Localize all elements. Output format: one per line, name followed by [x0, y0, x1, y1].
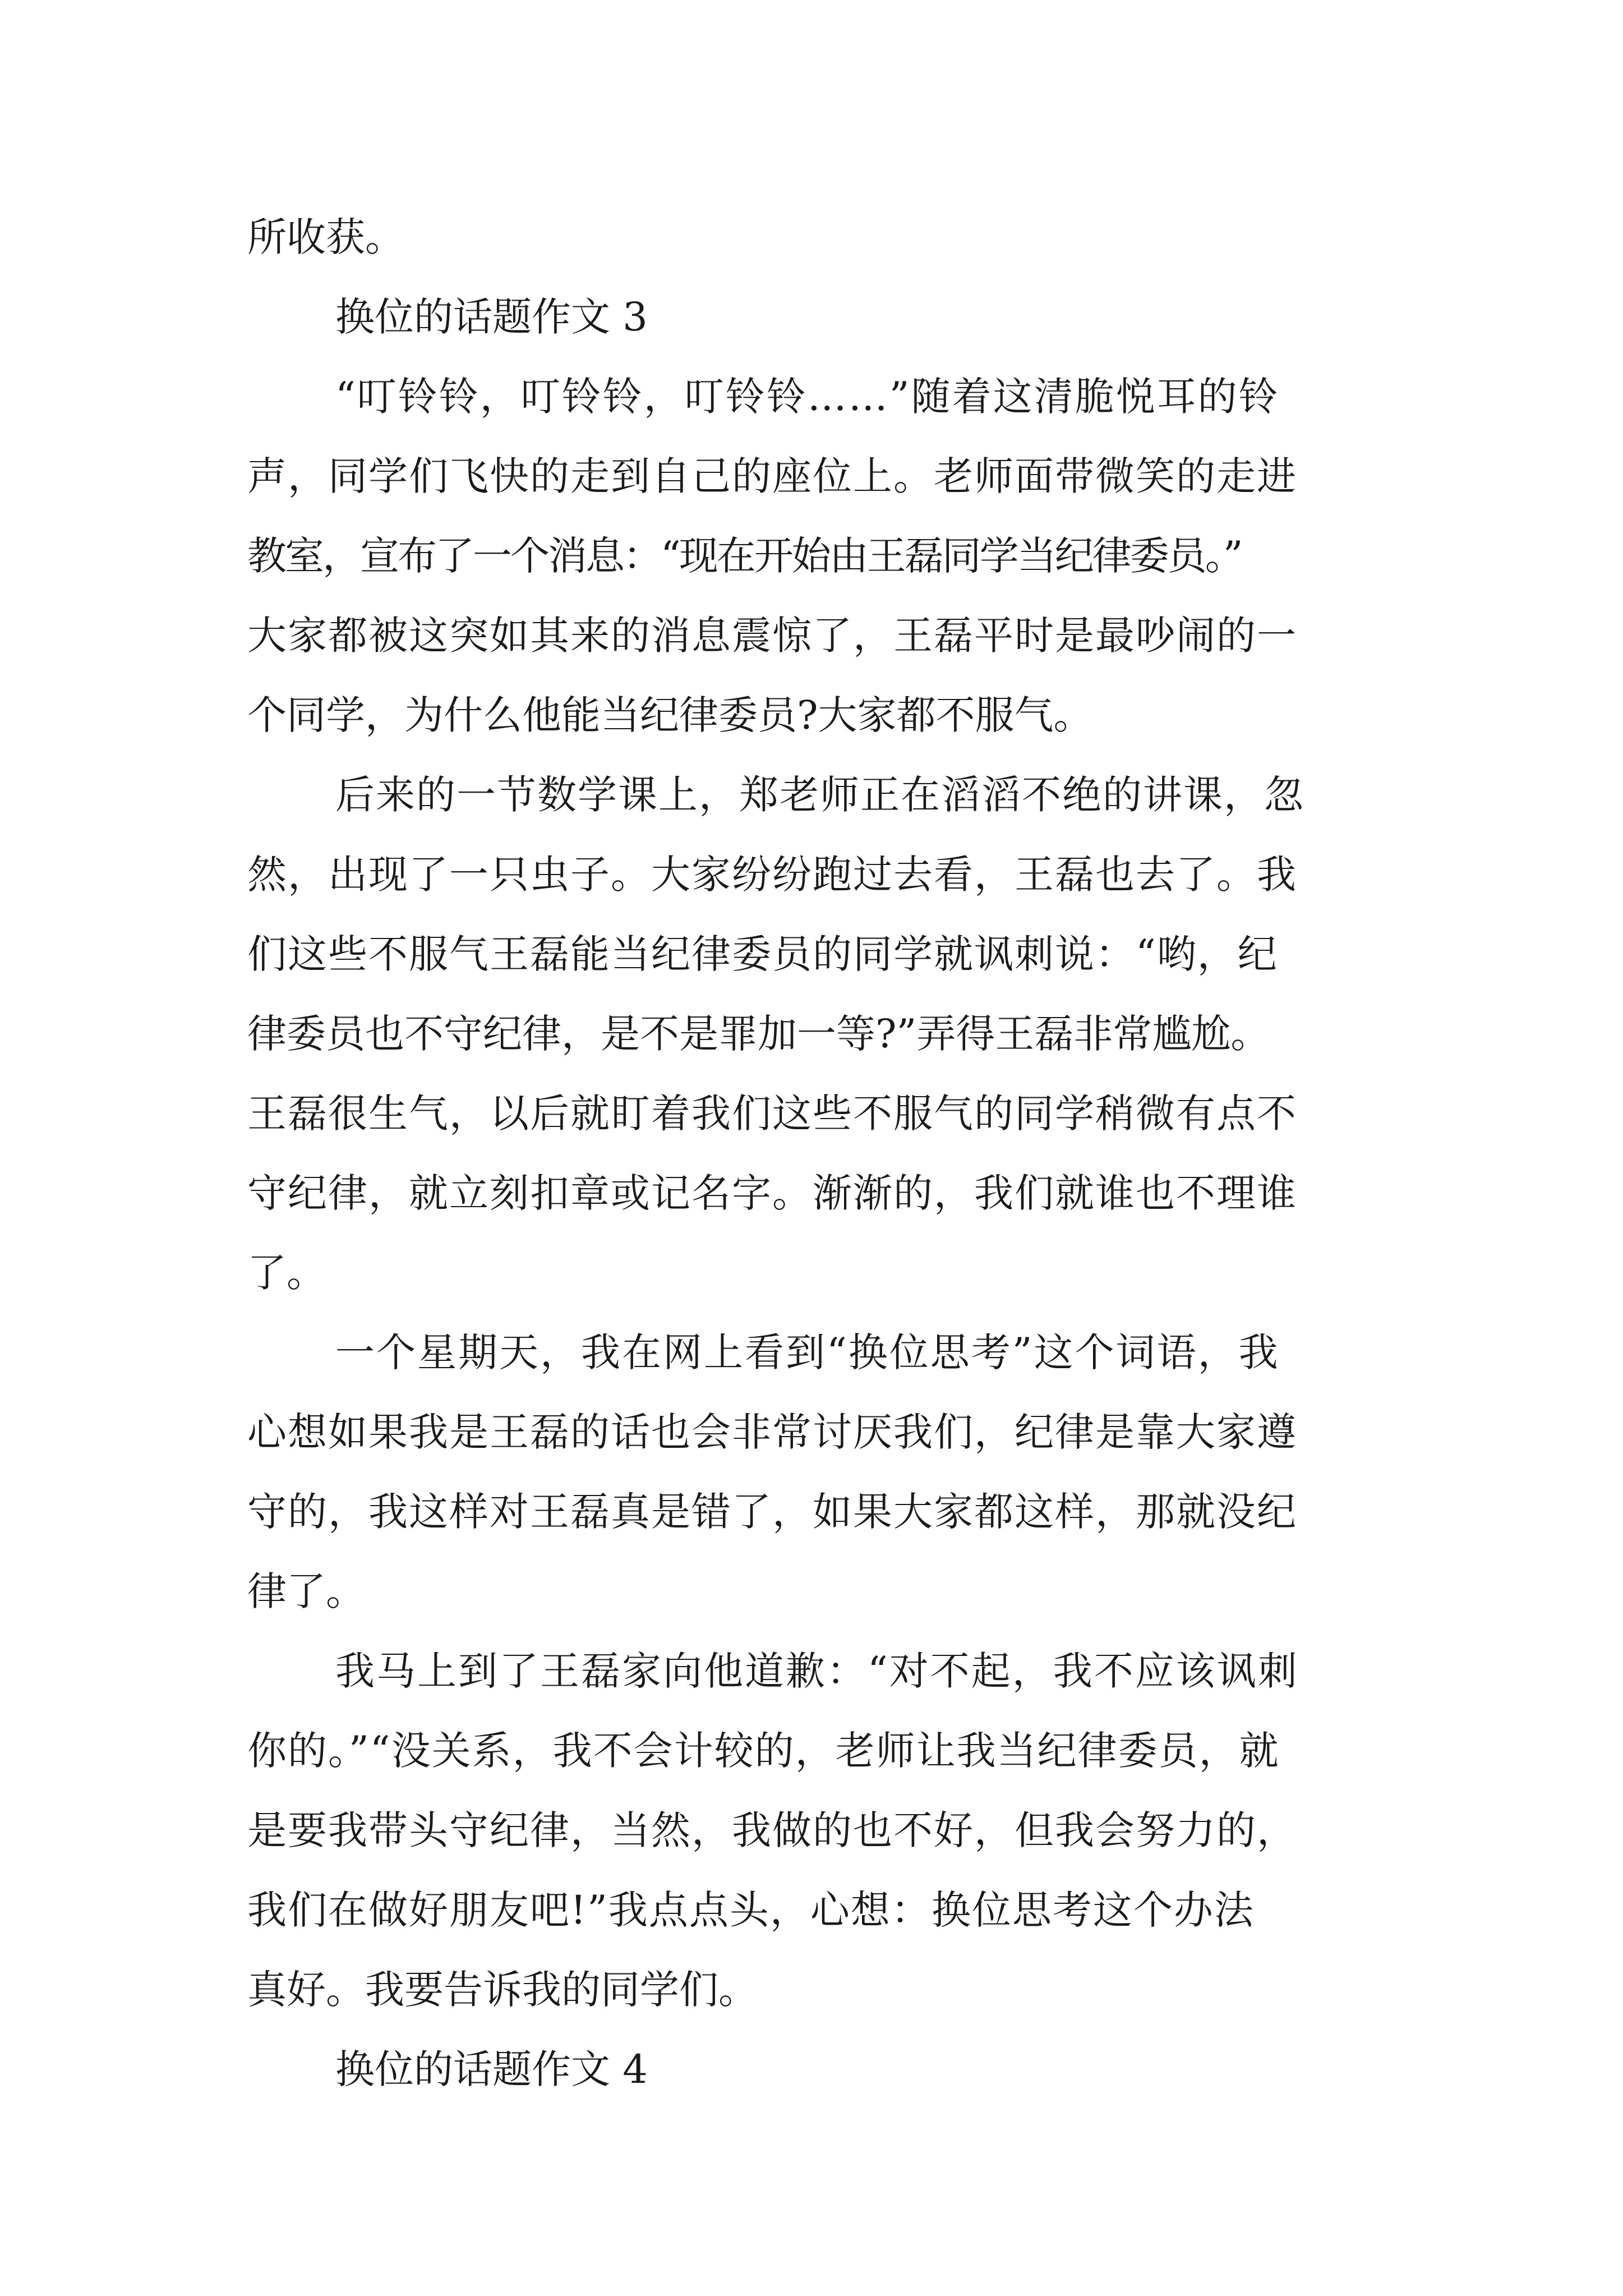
- paragraph-line: 教室，宣布了一个消息：“现在开始由王磊同学当纪律委员。”: [247, 533, 1242, 579]
- paragraph-line: 们这些不服气王磊能当纪律委员的同学就讽刺说：“哟，纪: [247, 931, 1278, 977]
- paragraph-line: 我马上到了王磊家向他道歉：“对不起，我不应该讽刺: [335, 1648, 1299, 1694]
- paragraph-line: 是要我带头守纪律，当然，我做的也不好，但我会努力的，: [247, 1807, 1297, 1853]
- section-heading: 换位的话题作文 3: [335, 294, 648, 340]
- paragraph-line: 我们在做好朋友吧!”我点点头，心想：换位思考这个办法: [247, 1887, 1255, 1933]
- paragraph-line: 你的。”“没关系，我不会计较的，老师让我当纪律委员，就: [247, 1728, 1280, 1774]
- section-heading: 换位的话题作文 4: [335, 2046, 648, 2092]
- paragraph-line: 个同学，为什么他能当纪律委员?大家都不服气。: [247, 692, 1093, 738]
- paragraph-line: 大家都被这突如其来的消息震惊了，王磊平时是最吵闹的一: [247, 613, 1297, 659]
- paragraph-line: 律委员也不守纪律，是不是罪加一等?”弄得王磊非常尴尬。: [247, 1011, 1270, 1057]
- paragraph-line: 王磊很生气，以后就盯着我们这些不服气的同学稍微有点不: [247, 1091, 1297, 1137]
- paragraph-line: 守纪律，就立刻扣章或记名字。渐渐的，我们就谁也不理谁: [247, 1170, 1297, 1216]
- paragraph-line: 后来的一节数学课上，郑老师正在滔滔不绝的讲课，忽: [335, 772, 1304, 818]
- paragraph-line: 心想如果我是王磊的话也会非常讨厌我们，纪律是靠大家遵: [247, 1409, 1297, 1455]
- paragraph-line: 真好。我要告诉我的同学们。: [247, 1967, 758, 2013]
- text-line: 所收获。: [247, 214, 404, 260]
- paragraph-line: 守的，我这样对王磊真是错了，如果大家都这样，那就没纪: [247, 1489, 1297, 1535]
- paragraph-line: 然，出现了一只虫子。大家纷纷跑过去看，王磊也去了。我: [247, 852, 1297, 898]
- paragraph-line: 了。: [247, 1250, 326, 1296]
- paragraph-line: 律了。: [247, 1568, 365, 1614]
- paragraph-line: 声，同学们飞快的走到自己的座位上。老师面带微笑的走进: [247, 453, 1297, 499]
- paragraph-line: “叮铃铃，叮铃铃，叮铃铃……”随着这清脆悦耳的铃: [335, 374, 1280, 420]
- paragraph-line: 一个星期天，我在网上看到“换位思考”这个词语，我: [335, 1329, 1280, 1375]
